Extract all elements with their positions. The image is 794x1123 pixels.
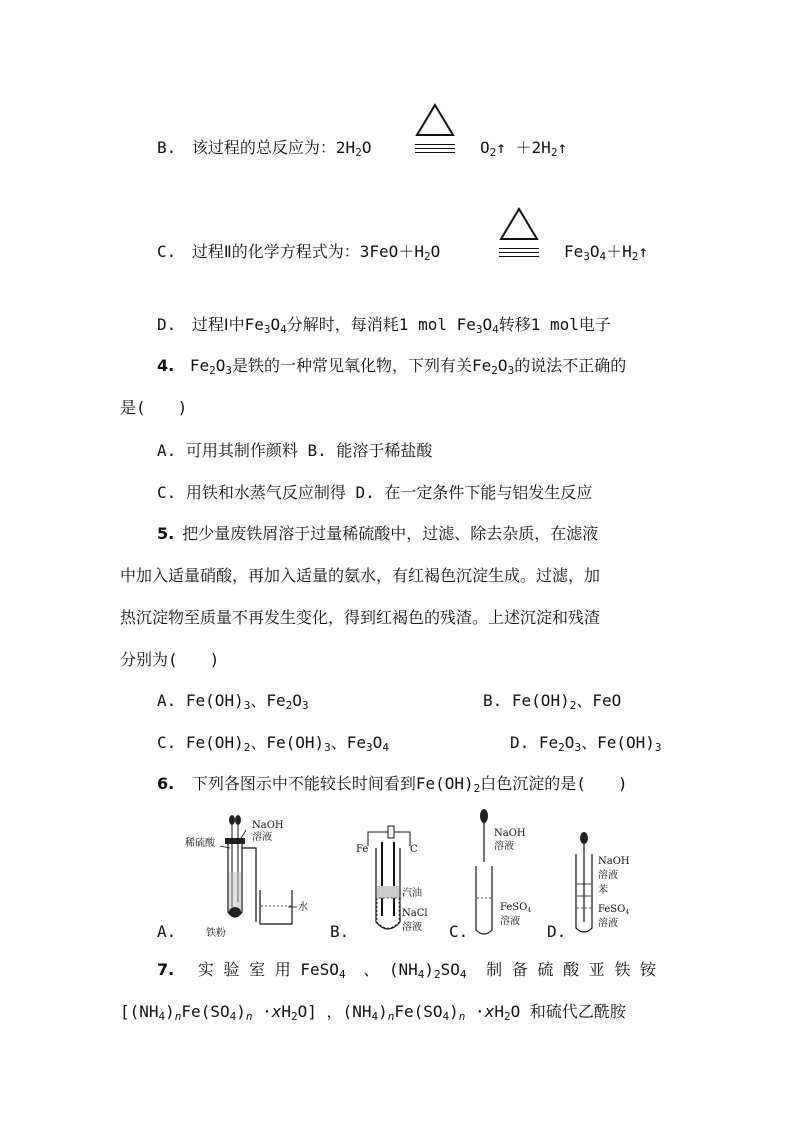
equals-sign xyxy=(499,248,539,260)
q5-option-a: A. $Fe(OH)_3$、$Fe_2O_3$ xyxy=(157,691,309,712)
question-4-options-ab: A. 可用其制作颜料 B. 能溶于稀盐酸 xyxy=(157,441,433,460)
label-naoh: NaOH xyxy=(252,820,284,831)
option-c-products: $Fe_3O_4+H_2↑$ xyxy=(564,242,649,263)
label-feso4: FeSO$_4$ xyxy=(598,904,630,916)
question-4-line2: 是( ) xyxy=(120,398,188,417)
figure-a-apparatus xyxy=(180,812,320,940)
label-solution: 溶液 xyxy=(598,870,618,881)
question-4-options-cd: C. 用铁和水蒸气反应制得 D. 在一定条件下能与铝发生反应 xyxy=(157,483,593,502)
label-solution: 溶液 xyxy=(402,922,422,933)
label-naoh: NaOH xyxy=(598,856,630,867)
label-feso4: FeSO$_4$ xyxy=(500,902,532,914)
figure-c-label: C. xyxy=(449,922,469,941)
q5-option-d: D. $Fe_2O_3$、$Fe(OH)_3$ xyxy=(510,733,662,754)
question-6: 6. 下列各图示中不能较长时间看到$Fe(OH)_2$白色沉淀的是( ) xyxy=(157,774,628,795)
option-b-products: $O_2↑$ $+2H_2↑$ xyxy=(480,138,568,159)
option-d: D. 过程Ⅰ中$Fe_3O_4$分解时，每消耗1 mol $Fe_3O_4$转移1 mol电子 xyxy=(157,315,611,336)
question-7-line2: $[(NH_4)_nFe(SO_4)_n \cdot xH_2O]$ ，$(NH_4)_nFe(SO_4)_n \cdot xH_2O$ 和硫代乙酰胺 xyxy=(120,1002,626,1023)
figure-d-label: D. xyxy=(547,922,567,941)
heat-triangle-icon xyxy=(414,102,456,138)
option-b: B. 该过程的总反应为：$2H_2O$ xyxy=(157,138,372,159)
q5-option-b: B. $Fe(OH)_2$、FeO xyxy=(483,691,622,712)
label-solution: 溶液 xyxy=(252,832,272,843)
question-5: 5. 把少量废铁屑溶于过量稀硫酸中，过滤、除去杂质，在滤液 xyxy=(157,524,599,543)
heat-triangle-icon xyxy=(498,206,540,242)
label-solution: 溶液 xyxy=(494,841,514,852)
figure-c-apparatus xyxy=(466,806,546,940)
q5-option-c: C. $Fe(OH)_2$、$Fe(OH)_3$、$Fe_3O_4$ xyxy=(157,733,389,754)
label-solution: 溶液 xyxy=(500,916,520,927)
label-solution: 溶液 xyxy=(598,918,618,929)
label-dilute-sulfuric-acid: 稀硫酸 xyxy=(185,838,215,849)
question-5-line4: 分别为( ) xyxy=(120,650,220,669)
label-naoh: NaOH xyxy=(494,828,526,839)
figure-a-label: A. xyxy=(157,922,177,941)
label-water: 水 xyxy=(298,902,308,913)
option-c: C. 过程Ⅱ的化学方程式为：$3FeO+H_2O$ xyxy=(157,242,441,263)
question-7: 7. 实 验 室 用 FeSO$_4$ 、 $(NH_4)_2SO_4$ 制 备 硫 酸 亚 铁 铵 xyxy=(157,960,656,981)
label-iron-powder: 铁粉 xyxy=(206,928,226,939)
label-c: C xyxy=(410,844,418,855)
question-4: 4. $Fe_2O_3$是铁的一种常见氧化物，下列有关$Fe_2O_3$的说法不正确的 xyxy=(157,356,627,377)
label-gasoline: 汽油 xyxy=(402,888,422,899)
question-5-line3: 热沉淀物至质量不再发生变化，得到红褐色的残渣。上述沉淀和残渣 xyxy=(120,608,601,627)
label-benzene: 苯 xyxy=(598,885,608,896)
question-5-line2: 中加入适量硝酸，再加入适量的氨水，有红褐色沉淀生成。过滤，加 xyxy=(120,566,601,585)
label-fe: Fe xyxy=(356,844,369,855)
figure-b-label: B. xyxy=(330,922,350,941)
label-nacl: NaCl xyxy=(402,908,428,919)
equals-sign xyxy=(415,144,455,156)
figure-b-apparatus xyxy=(350,812,446,940)
figure-d-apparatus xyxy=(566,828,650,940)
